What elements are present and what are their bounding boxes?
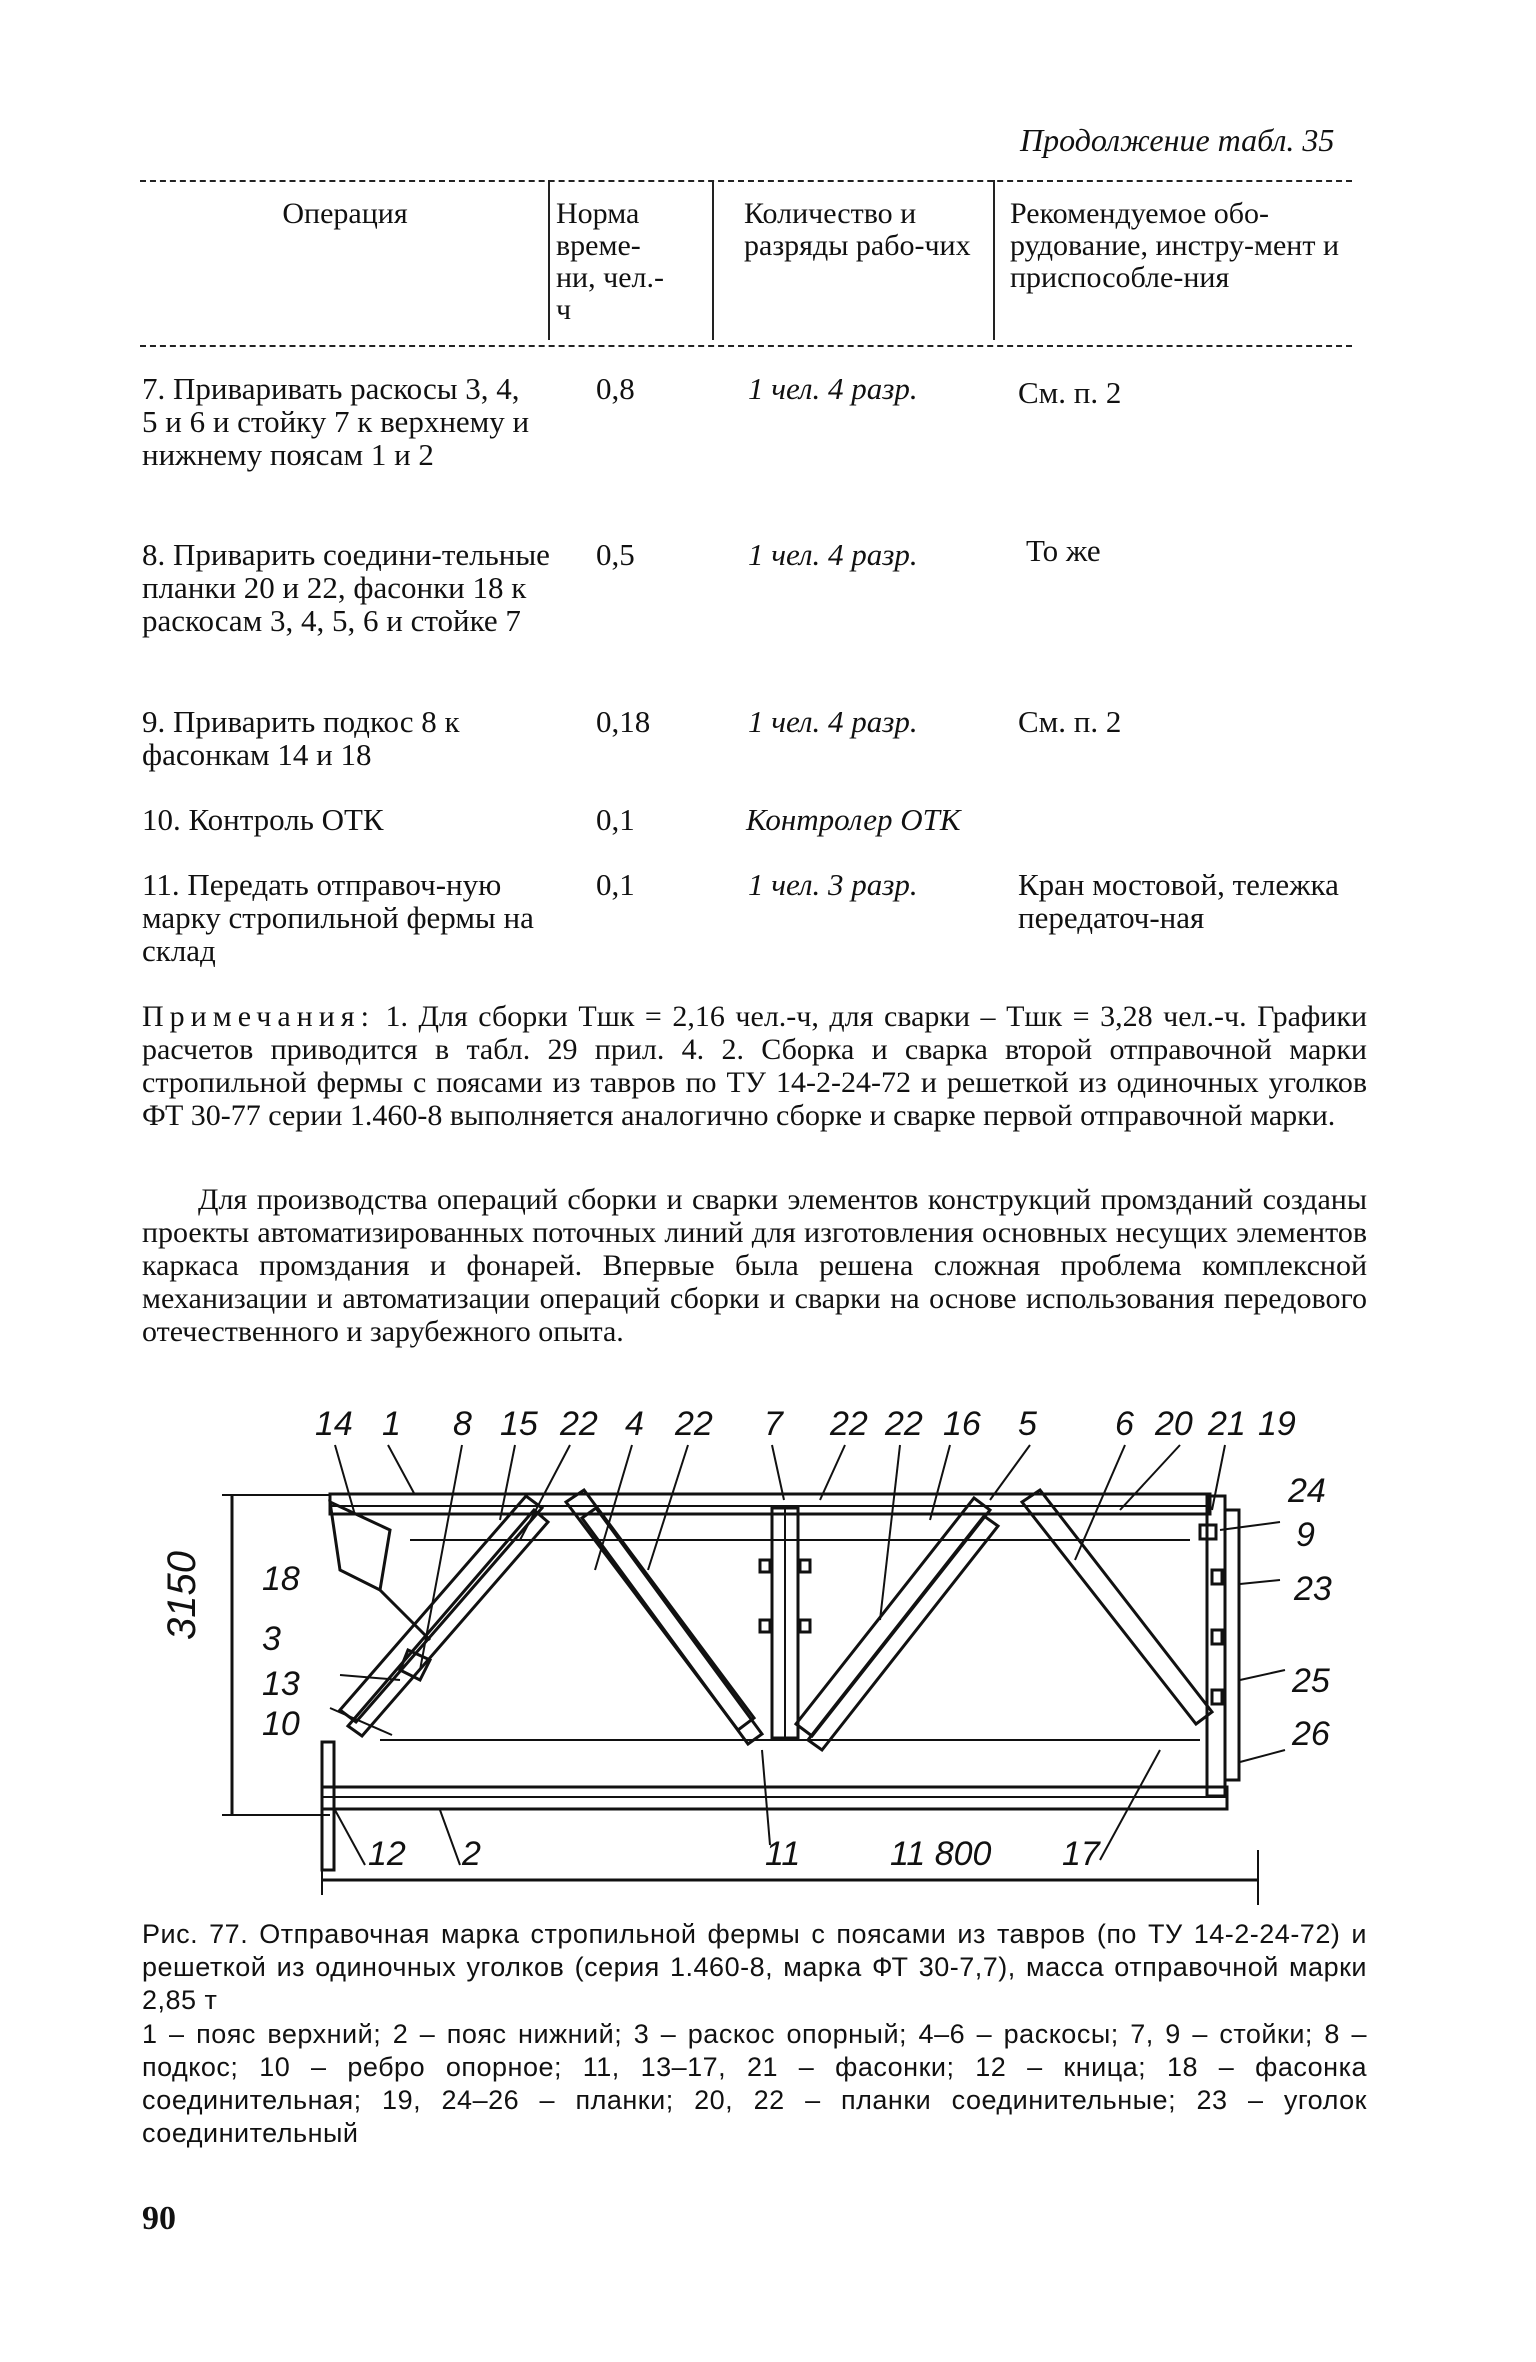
dimension-height: 3150 <box>160 1551 204 1640</box>
table-row-10-norm: 0,1 <box>596 802 635 837</box>
figure-label: 2 <box>462 1835 481 1873</box>
figure-label: 17 <box>1062 1835 1100 1873</box>
table-row-7-workers: 1 чел. 4 разр. <box>748 371 918 406</box>
notes-text: 1. Для сборки Тшк = 2,16 чел.-ч, для сварки – Тшк = 3,28 чел.-ч. Графики расчетов приводится в табл. 29 прил. 4. 2. Сборка и сварка второй отправочной марки стропильной фермы с поясами из тавров по ТУ 14-2-24-72 и решеткой из одиночных уголков ФТ 30-77 серии 1.460-8 выполняется аналогично сборке и сварке первой отправочной марки. <box>142 1000 1368 1132</box>
figure-label: 24 <box>1288 1472 1326 1510</box>
notes-label: Примечания: <box>142 1000 375 1033</box>
figure-label: 19 <box>1258 1405 1296 1443</box>
dimension-length: 11 800 <box>890 1835 992 1873</box>
table-row-9-equipment: См. п. 2 <box>1018 704 1122 739</box>
table-row-9-norm: 0,18 <box>596 704 651 739</box>
figure-label: 26 <box>1292 1715 1330 1753</box>
table-row-8-operation: 8. Приварить соедини-тельные планки 20 и 22, фасонки 18 к раскосам 3, 4, 5, 6 и стойке 7 <box>142 537 550 638</box>
figure-label: 22 <box>560 1405 598 1443</box>
table-row-11-workers: 1 чел. 3 разр. <box>748 867 918 902</box>
figure-label: 22 <box>830 1405 868 1443</box>
table-row-10-operation: 10. Контроль ОТК <box>142 802 384 837</box>
figure-label: 9 <box>1296 1516 1315 1554</box>
figure-label: 13 <box>262 1665 300 1703</box>
figure-label: 20 <box>1155 1405 1193 1443</box>
table-header-workers: Количество и разряды рабо-чих <box>744 197 971 262</box>
table-col-divider <box>993 180 995 340</box>
figure-label: 16 <box>943 1405 981 1443</box>
figure-label: 10 <box>262 1705 300 1743</box>
table-col-divider <box>548 180 550 340</box>
table-row-10-workers: Контролер ОТК <box>746 802 961 837</box>
figure-label: 18 <box>262 1560 300 1598</box>
figure-label: 4 <box>625 1405 644 1443</box>
figure-label: 14 <box>315 1405 353 1443</box>
table-col-divider <box>712 180 714 340</box>
table-row-7-equipment: См. п. 2 <box>1018 375 1122 410</box>
body-paragraph: Для производства операций сборки и сварки элементов конструкций промзданий созданы проекты автоматизированных поточных линий для изготовления основных несущих элементов каркаса промздания и фонарей. Впервые была решена сложная проблема комплексной механизации и автоматизации операций сборки и сварки на основе использования передового отечественного и зарубежного опыта. <box>142 1183 1367 1348</box>
table-row-11-norm: 0,1 <box>596 867 635 902</box>
table-row-9-operation: 9. Приварить подкос 8 к фасонкам 14 и 18 <box>142 704 460 772</box>
figure-caption-title: Рис. 77. Отправочная марка стропильной фермы с поясами из тавров (по ТУ 14-2-24-72) и решеткой из одиночных уголков (серия 1.460-8, марка ФТ 30-7,7), масса отправочной марки 2,85 т <box>142 1919 1367 2015</box>
figure-label: 22 <box>675 1405 713 1443</box>
table-top-rule <box>140 180 1352 182</box>
table-row-11-operation: 11. Передать отправоч-ную марку стропильной фермы на склад <box>142 867 534 968</box>
table-row-7-norm: 0,8 <box>596 371 635 406</box>
table-header-norm: Норма време-ни, чел.-ч <box>556 197 664 326</box>
figure-label: 25 <box>1292 1662 1330 1700</box>
table-header-equipment: Рекомендуемое обо-рудование, инстру-мент и приспособле-ния <box>1010 197 1340 294</box>
figure-label: 7 <box>764 1405 783 1443</box>
figure-label: 1 <box>382 1405 401 1443</box>
figure-label: 22 <box>885 1405 923 1443</box>
figure-label: 12 <box>368 1835 406 1873</box>
truss-figure <box>0 1390 1536 1910</box>
table-continuation-label: Продолжение табл. 35 <box>1020 122 1335 158</box>
figure-label: 11 <box>765 1835 801 1873</box>
figure-label: 8 <box>453 1405 472 1443</box>
table-row-7-operation: 7. Приваривать раскосы 3, 4, 5 и 6 и стойку 7 к верхнему и нижнему поясам 1 и 2 <box>142 371 530 472</box>
table-row-9-workers: 1 чел. 4 разр. <box>748 704 918 739</box>
figure-label: 21 <box>1208 1405 1246 1443</box>
table-row-8-workers: 1 чел. 4 разр. <box>748 537 918 572</box>
table-header-operation: Операция <box>282 197 408 230</box>
figure-label: 6 <box>1115 1405 1134 1443</box>
table-row-8-equipment: То же <box>1026 533 1101 568</box>
figure-caption-legend: 1 – пояс верхний; 2 – пояс нижний; 3 – раскос опорный; 4–6 – раскосы; 7, 9 – стойки; 8 – подкос; 10 – ребро опорное; 11, 13–17, 21 – фасонки; 12 – кница; 18 – фасонка соединительная; 19, 24–26 – планки; 20, 22 – планки соединительные; 23 – уголок соединительный <box>142 2019 1367 2148</box>
page-number: 90 <box>142 2200 176 2237</box>
table-row-8-norm: 0,5 <box>596 537 635 572</box>
figure-label: 23 <box>1294 1570 1332 1608</box>
figure-label: 15 <box>500 1405 538 1443</box>
table-row-11-equipment: Кран мостовой, тележка передаточ-ная <box>1018 867 1339 935</box>
figure-label: 5 <box>1018 1405 1037 1443</box>
figure-label: 3 <box>262 1620 281 1658</box>
notes <box>142 1000 1367 1132</box>
table-header-rule <box>140 345 1352 347</box>
